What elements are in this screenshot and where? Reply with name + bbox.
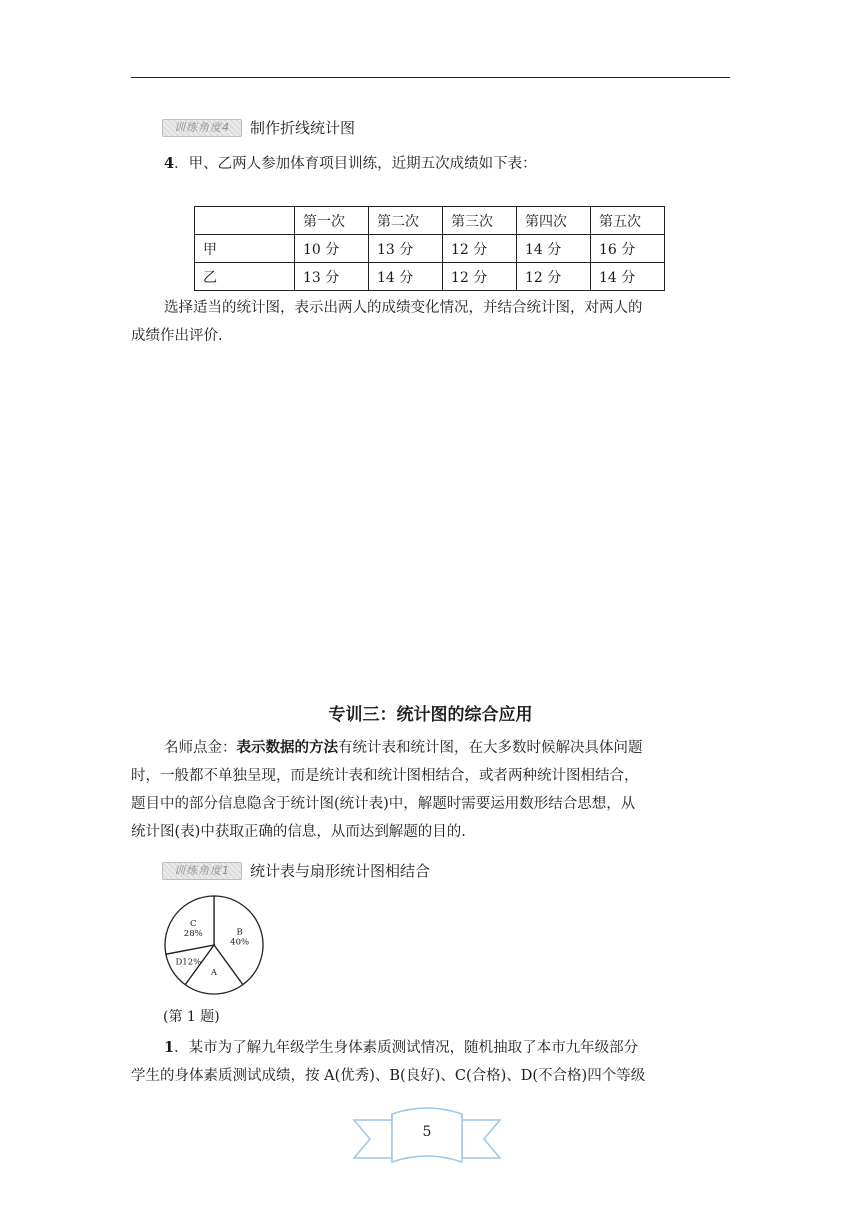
table-cell: 10 分: [295, 235, 369, 263]
instruction-line: 选择适当的统计图，表示出两人的成绩变化情况，并结合统计图，对两人的: [164, 300, 643, 316]
table-row: [195, 263, 665, 291]
question-1-text: ．某市为了解九年级学生身体素质测试情况，随机抽取了本市九年级部分: [174, 1040, 639, 1056]
part4-heading: [162, 117, 355, 138]
table-cell: 第二次: [369, 207, 443, 235]
teacher-tip: [131, 734, 741, 846]
table-cell: 13 分: [295, 263, 369, 291]
section-title: 专训三：统计图的综合应用: [328, 705, 533, 725]
score-table: [194, 206, 665, 291]
table-cell: 12 分: [443, 263, 517, 291]
table-cell: 13 分: [369, 235, 443, 263]
part1-heading-text: 统计表与扇形统计图相结合: [250, 862, 431, 880]
tip-line: 统计图(表)中获取正确的信息，从而达到解题的目的.: [131, 824, 466, 840]
table-cell: 第一次: [295, 207, 369, 235]
pie-label-b: B 40%: [230, 927, 250, 948]
table-cell: 第五次: [591, 207, 665, 235]
table-cell: 第四次: [517, 207, 591, 235]
pie-label-c: C 28%: [183, 918, 203, 939]
question-4-instruction: [131, 294, 741, 350]
pie-label-d: D12%: [175, 957, 202, 968]
table-header-row: [195, 207, 665, 235]
pie-chart: [160, 894, 268, 996]
table-cell: 16 分: [591, 235, 665, 263]
table-cell: [195, 207, 295, 235]
top-rule: [131, 77, 730, 78]
part1-tag: 训练角度1: [162, 862, 242, 880]
table-cell: 14 分: [517, 235, 591, 263]
question-1-number: 1: [164, 1039, 175, 1056]
table-cell: 乙: [195, 263, 295, 291]
table-cell: 12 分: [517, 263, 591, 291]
tip-line: 时，一般都不单独呈现，而是统计表和统计图相结合，或者两种统计图相结合，: [131, 768, 639, 784]
tip-highlight: 表示数据的方法: [236, 739, 338, 756]
table-cell: 甲: [195, 235, 295, 263]
pie-label-a: A: [210, 967, 218, 978]
table-row: [195, 235, 665, 263]
page-number: 5: [422, 1124, 432, 1140]
question-1-line: 学生的身体素质测试成绩，按 A(优秀)、B(良好)、C(合格)、D(不合格)四个等级: [131, 1068, 646, 1084]
question-1: [131, 1034, 741, 1090]
table-cell: 12 分: [443, 235, 517, 263]
part4-heading-text: 制作折线统计图: [250, 119, 356, 137]
question-4: [164, 150, 537, 178]
tip-text: 有统计表和统计图，在大多数时候解决具体问题: [338, 740, 643, 756]
table-cell: 14 分: [369, 263, 443, 291]
instruction-line: 成绩作出评价.: [131, 328, 223, 344]
question-1-line: [131, 1034, 741, 1062]
figure-caption: (第 1 题): [163, 1009, 220, 1025]
part1-heading: [162, 860, 430, 881]
table-cell: 14 分: [591, 263, 665, 291]
tip-line: 题目中的部分信息隐含于统计图(统计表)中，解题时需要运用数形结合思想，从: [131, 796, 636, 812]
question-4-number: 4: [164, 155, 175, 172]
question-4-text: ．甲、乙两人参加体育项目训练，近期五次成绩如下表：: [174, 156, 537, 172]
table-cell: 第三次: [443, 207, 517, 235]
tip-line: [131, 734, 741, 762]
tip-lead: 名师点金：: [164, 740, 237, 756]
part4-tag: 训练角度4: [162, 119, 242, 137]
